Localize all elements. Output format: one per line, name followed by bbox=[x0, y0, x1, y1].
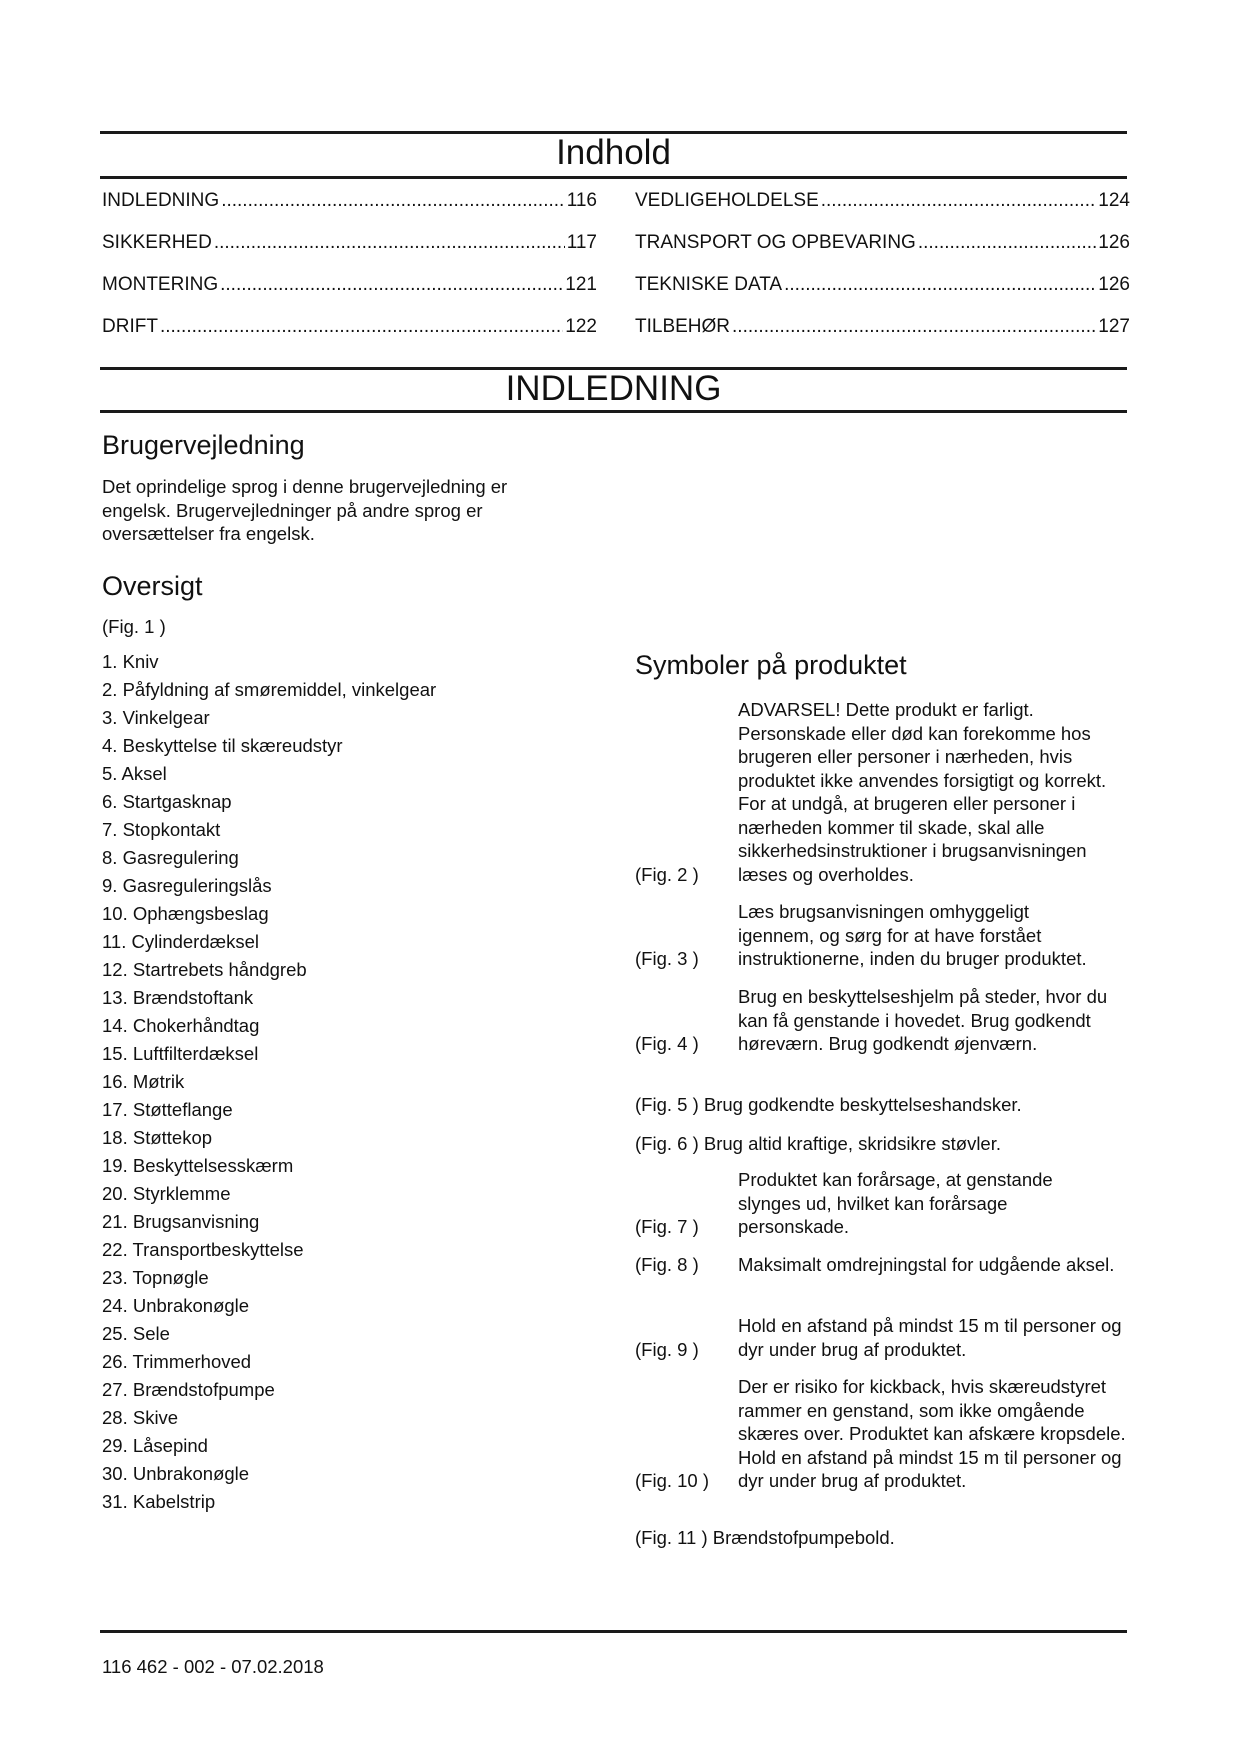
toc-entry-label: TRANSPORT OG OPBEVARING bbox=[635, 232, 916, 253]
toc-entry-tekniske-data[interactable] bbox=[635, 273, 1130, 315]
list-item: 27. Brændstofpumpe bbox=[102, 1379, 275, 1400]
symbol-fig-ref: (Fig. 8 ) bbox=[635, 1254, 699, 1275]
toc-entry-label: INDLEDNING bbox=[102, 190, 220, 211]
symbols-heading: Symboler på produktet bbox=[635, 650, 907, 680]
list-item: 21. Brugsanvisning bbox=[102, 1211, 260, 1232]
toc-entry-tilbehor[interactable] bbox=[635, 315, 1130, 357]
symbol-item-fig3 bbox=[635, 900, 1135, 971]
overview-heading: Oversigt bbox=[102, 571, 203, 601]
toc-entry-label: SIKKERHED bbox=[102, 232, 212, 253]
toc-entry-vedligeholdelse[interactable] bbox=[635, 189, 1130, 231]
toc-entry-page: 116 bbox=[566, 190, 597, 211]
symbol-fig-ref: (Fig. 6 ) bbox=[635, 1133, 699, 1154]
toc-entry-page: 126 bbox=[1098, 232, 1130, 253]
list-item: 20. Styrklemme bbox=[102, 1183, 231, 1204]
symbol-item-fig9 bbox=[635, 1314, 1135, 1361]
list-item: 5. Aksel bbox=[102, 763, 167, 784]
symbol-item-fig11 bbox=[635, 1526, 1135, 1550]
symbol-fig-ref: (Fig. 7 ) bbox=[635, 1216, 699, 1237]
symbol-item-fig6 bbox=[635, 1132, 1135, 1156]
manual-heading: Brugervejledning bbox=[102, 430, 305, 460]
list-item: 12. Startrebets håndgreb bbox=[102, 959, 307, 980]
footer-rule bbox=[100, 1630, 1127, 1633]
symbol-text: ADVARSEL! Dette produkt er farligt. Personskade eller død kan forekomme hos brugeren eller personer i nærheden, hvis produktet ikke anvendes forsigtigt og korrekt. For at undgå, at brugeren eller personer i nærheden kommer til skade, skal alle sikkerhedsinstruktioner i brugsanvisningen læses og overholdes. bbox=[738, 699, 1107, 885]
list-item: 26. Trimmerhoved bbox=[102, 1351, 252, 1372]
toc-title: Indhold bbox=[556, 133, 671, 172]
manual-paragraph: Det oprindelige sprog i denne brugervejledning er engelsk. Brugervejledninger på andre sprog er oversættelser fra engelsk. bbox=[102, 476, 508, 544]
symbol-fig-ref: (Fig. 9 ) bbox=[635, 1338, 699, 1360]
intro-title-rule bbox=[100, 410, 1127, 413]
list-item: 2. Påfyldning af smøremiddel, vinkelgear bbox=[102, 679, 437, 700]
list-item: 25. Sele bbox=[102, 1323, 170, 1344]
symbol-text: Brug altid kraftige, skridsikre støvler. bbox=[703, 1133, 1001, 1154]
toc-entry-montering[interactable] bbox=[102, 273, 597, 315]
toc-entry-page: 121 bbox=[565, 274, 597, 295]
toc-entry-page: 126 bbox=[1098, 274, 1130, 295]
toc-entry-page: 122 bbox=[565, 316, 597, 337]
list-item: 3. Vinkelgear bbox=[102, 707, 210, 728]
symbol-fig-ref: (Fig. 10 ) bbox=[635, 1470, 710, 1491]
list-item: 4. Beskyttelse til skæreudstyr bbox=[102, 735, 343, 756]
toc-entry-label: DRIFT bbox=[102, 316, 158, 337]
symbol-item-fig2 bbox=[635, 698, 1135, 886]
list-item: 29. Låsepind bbox=[102, 1435, 208, 1456]
overview-fig-ref: (Fig. 1 ) bbox=[102, 616, 166, 637]
symbol-item-fig8 bbox=[635, 1253, 1135, 1277]
list-item: 9. Gasreguleringslås bbox=[102, 875, 272, 896]
symbol-text: Brug godkendte beskyttelseshandsker. bbox=[703, 1094, 1022, 1115]
symbol-item-fig7 bbox=[635, 1168, 1135, 1239]
symbol-fig-ref: (Fig. 2 ) bbox=[635, 863, 699, 885]
symbol-text: Hold en afstand på mindst 15 m til personer og dyr under brug af produktet. bbox=[738, 1315, 1122, 1360]
toc-right-column bbox=[635, 189, 1130, 357]
symbol-item-fig4 bbox=[635, 985, 1135, 1056]
toc-entry-label: MONTERING bbox=[102, 274, 219, 295]
list-item: 24. Unbrakonøgle bbox=[102, 1295, 250, 1316]
symbol-text: Læs brugsanvisningen omhyggeligt igennem, og sørg for at have forstået instruktionerne, inden du bruger produktet. bbox=[738, 901, 1087, 969]
symbol-fig-ref: (Fig. 4 ) bbox=[635, 1033, 699, 1054]
symbol-text: Der er risiko for kickback, hvis skæreudstyret rammer en genstand, som ikke omgående skæres over. Produktet kan afskære kropsdele. Hold en afstand på mindst 15 m til personer og dyr under brug af produktet. bbox=[738, 1376, 1126, 1491]
toc-entry-label: TILBEHØR bbox=[635, 316, 731, 337]
list-item: 7. Stopkontakt bbox=[102, 819, 221, 840]
list-item: 11. Cylinderdæksel bbox=[102, 931, 259, 952]
document-footer: 116 462 - 002 - 07.02.2018 bbox=[102, 1656, 324, 1677]
section-title: INDLEDNING bbox=[505, 369, 722, 408]
toc-entry-transport[interactable] bbox=[635, 231, 1130, 273]
list-item: 16. Møtrik bbox=[102, 1071, 185, 1092]
list-item: 13. Brændstoftank bbox=[102, 987, 254, 1008]
list-item: 10. Ophængsbeslag bbox=[102, 903, 269, 924]
symbol-text: Brug en beskyttelseshjelm på steder, hvor du kan få genstande i hovedet. Brug godkendt høreværn. Brug godkendt øjenværn. bbox=[738, 986, 1108, 1054]
toc-entry-page: 124 bbox=[1098, 190, 1130, 211]
list-item: 1. Kniv bbox=[102, 651, 159, 672]
overview-list bbox=[102, 648, 436, 1516]
toc-entry-label: TEKNISKE DATA bbox=[635, 274, 783, 295]
list-item: 18. Støttekop bbox=[102, 1127, 213, 1148]
toc-left-column bbox=[102, 189, 597, 357]
symbol-item-fig5 bbox=[635, 1093, 1135, 1117]
list-item: 22. Transportbeskyttelse bbox=[102, 1239, 304, 1260]
symbol-item-fig10 bbox=[635, 1375, 1135, 1493]
list-item: 8. Gasregulering bbox=[102, 847, 239, 868]
symbol-text: Produktet kan forårsage, at genstande slynges ud, hvilket kan forårsage personskade. bbox=[738, 1169, 1053, 1237]
symbol-fig-ref: (Fig. 5 ) bbox=[635, 1094, 699, 1115]
toc-entry-drift[interactable] bbox=[102, 315, 597, 357]
toc-entry-indledning[interactable] bbox=[102, 189, 597, 231]
toc-entry-label: VEDLIGEHOLDELSE bbox=[635, 190, 819, 211]
symbol-fig-ref: (Fig. 3 ) bbox=[635, 948, 699, 969]
list-item: 30. Unbrakonøgle bbox=[102, 1463, 250, 1484]
toc-entry-page: 127 bbox=[1098, 316, 1130, 337]
list-item: 14. Chokerhåndtag bbox=[102, 1015, 260, 1036]
toc-entry-sikkerhed[interactable] bbox=[102, 231, 597, 273]
toc-title-rule bbox=[100, 176, 1127, 179]
list-item: 19. Beskyttelsesskærm bbox=[102, 1155, 294, 1176]
list-item: 6. Startgasknap bbox=[102, 791, 232, 812]
symbol-text: Maksimalt omdrejningstal for udgående aksel. bbox=[738, 1254, 1115, 1275]
list-item: 28. Skive bbox=[102, 1407, 179, 1428]
list-item: 17. Støtteflange bbox=[102, 1099, 233, 1120]
toc-entry-page: 117 bbox=[566, 232, 597, 253]
symbol-fig-ref: (Fig. 11 ) bbox=[635, 1527, 708, 1548]
list-item: 31. Kabelstrip bbox=[102, 1491, 216, 1512]
list-item: 23. Topnøgle bbox=[102, 1267, 209, 1288]
list-item: 15. Luftfilterdæksel bbox=[102, 1043, 259, 1064]
symbol-text: Brændstofpumpebold. bbox=[712, 1527, 895, 1548]
